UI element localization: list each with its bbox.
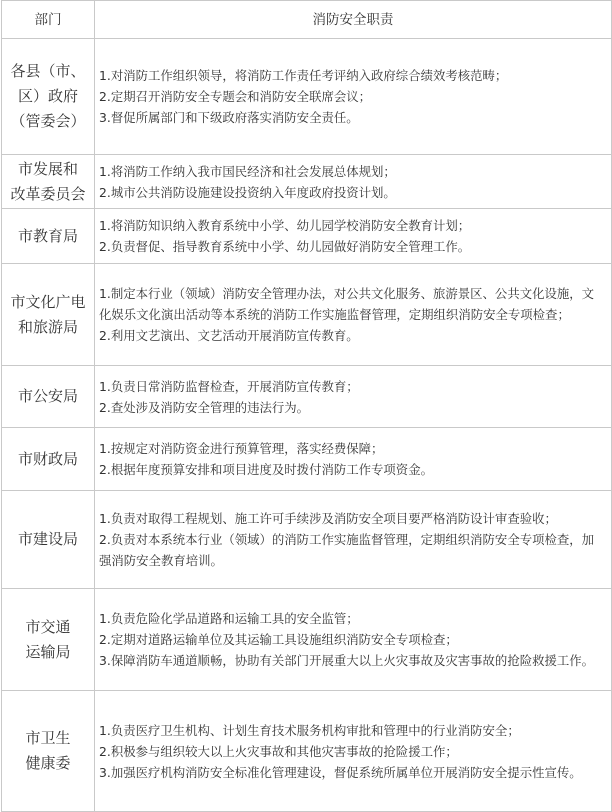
responsibility-item: 2.负责对本系统本行业（领域）的消防工作实施监督管理，定期组织消防安全专项检查，加强消防安全教育培训。 xyxy=(99,532,595,568)
fire-safety-responsibility-table xyxy=(1,0,612,812)
responsibility-cell xyxy=(95,589,612,691)
responsibility-cell xyxy=(95,428,612,491)
department-name-line: 各县（市、 xyxy=(10,62,86,80)
table-row xyxy=(2,589,612,691)
responsibility-cell xyxy=(95,39,612,155)
department-name-line: 和旅游局 xyxy=(17,317,78,336)
department-column-header: 部门 xyxy=(2,1,95,39)
department-cell xyxy=(2,589,95,691)
responsibility-item: 2.城市公共消防设施建设投资纳入年度政府投资计划。 xyxy=(99,184,396,200)
department-name-line: 市交通 xyxy=(25,617,71,636)
responsibility-item: 2.利用文艺演出、文艺活动开展消防宣传教育。 xyxy=(99,328,359,343)
department-cell xyxy=(2,366,95,428)
department-cell xyxy=(2,491,95,589)
responsibility-item: 1.负责日常消防监督检查，开展消防宣传教育； xyxy=(99,378,359,394)
department-cell xyxy=(2,209,95,264)
department-name-line: （管委会） xyxy=(10,112,86,130)
responsibility-item: 2.查处涉及消防安全管理的违法行为。 xyxy=(99,399,310,415)
responsibility-cell xyxy=(95,366,612,428)
department-name-line: 改革委员会 xyxy=(10,184,86,203)
responsibility-item: 1.将消防工作纳入我市国民经济和社会发展总体规划； xyxy=(99,163,396,179)
responsibility-item: 2.定期召开消防安全专题会和消防安全联席会议； xyxy=(99,89,372,104)
responsibility-cell xyxy=(95,209,612,264)
responsibility-item: 2.根据年度预算安排和项目进度及时拨付消防工作专项资金。 xyxy=(99,462,433,477)
department-cell xyxy=(2,691,95,812)
table-row xyxy=(2,39,612,155)
table-body xyxy=(2,39,612,812)
responsibility-item: 1.负责医疗卫生机构、计划生育技术服务机构审批和管理中的行业消防安全； xyxy=(99,722,520,738)
department-name-line: 健康委 xyxy=(25,754,71,772)
department-name-line: 市财政局 xyxy=(17,449,78,468)
responsibility-item: 1.负责危险化学品道路和运输工具的安全监管； xyxy=(99,611,359,626)
table-row xyxy=(2,491,612,589)
responsibility-item: 3.加强医疗机构消防安全标准化管理建设，督促系统所属单位开展消防安全提示性宣传。 xyxy=(99,764,582,780)
responsibility-item: 2.积极参与组织较大以上火灾事故和其他灾害事故的抢险援工作； xyxy=(99,743,458,759)
table-row xyxy=(2,428,612,491)
department-name-line: 市建设局 xyxy=(17,530,78,548)
responsibility-item: 1.制定本行业（领域）消防安全管理办法，对公共文化服务、旅游景区、公共文化设施，文化娱乐文化演出活动等本系统的消防工作实施监督管理，定期组织消防安全专项检查； xyxy=(99,286,595,322)
responsibility-cell xyxy=(95,264,612,366)
responsibility-cell xyxy=(95,155,612,209)
department-name-line: 市发展和 xyxy=(17,159,78,178)
table-row xyxy=(2,691,612,812)
department-name-line: 市文化广电 xyxy=(10,292,86,311)
table-row xyxy=(2,155,612,209)
table-row xyxy=(2,264,612,366)
responsibility-item: 3.保障消防车通道顺畅，协助有关部门开展重大以上火灾事故及灾害事故的抢险救援工作。 xyxy=(99,653,595,668)
responsibility-item: 3.督促所属部门和下级政府落实消防安全责任。 xyxy=(99,110,359,125)
department-name-line: 市教育局 xyxy=(17,226,78,245)
department-cell xyxy=(2,39,95,155)
responsibility-item: 1.负责对取得工程规划、施工许可手续涉及消防安全项目要严格消防设计审查验收； xyxy=(99,511,557,526)
responsibility-item: 1.对消防工作组织领导，将消防工作责任考评纳入政府综合绩效考核范畴； xyxy=(99,68,508,83)
department-name-line: 区）政府 xyxy=(17,87,78,105)
responsibility-cell xyxy=(95,491,612,589)
responsibility-item: 1.按规定对消防资金进行预算管理，落实经费保障； xyxy=(99,441,384,456)
responsibility-item: 1.将消防知识纳入教育系统中小学、幼儿园学校消防安全教育计划； xyxy=(99,218,471,233)
responsibility-cell xyxy=(95,691,612,812)
responsibility-column-header: 消防安全职责 xyxy=(95,1,612,39)
department-cell xyxy=(2,428,95,491)
table-header-row xyxy=(2,1,612,39)
department-name-line: 市卫生 xyxy=(25,729,71,747)
department-cell xyxy=(2,155,95,209)
department-cell xyxy=(2,264,95,366)
department-name-line: 运输局 xyxy=(25,642,71,661)
department-name-line: 市公安局 xyxy=(17,387,78,405)
responsibility-item: 2.负责督促、指导教育系统中小学、幼儿园做好消防安全管理工作。 xyxy=(99,239,471,254)
table-row xyxy=(2,366,612,428)
table-row xyxy=(2,209,612,264)
responsibility-item: 2.定期对道路运输单位及其运输工具设施组织消防安全专项检查； xyxy=(99,632,458,647)
